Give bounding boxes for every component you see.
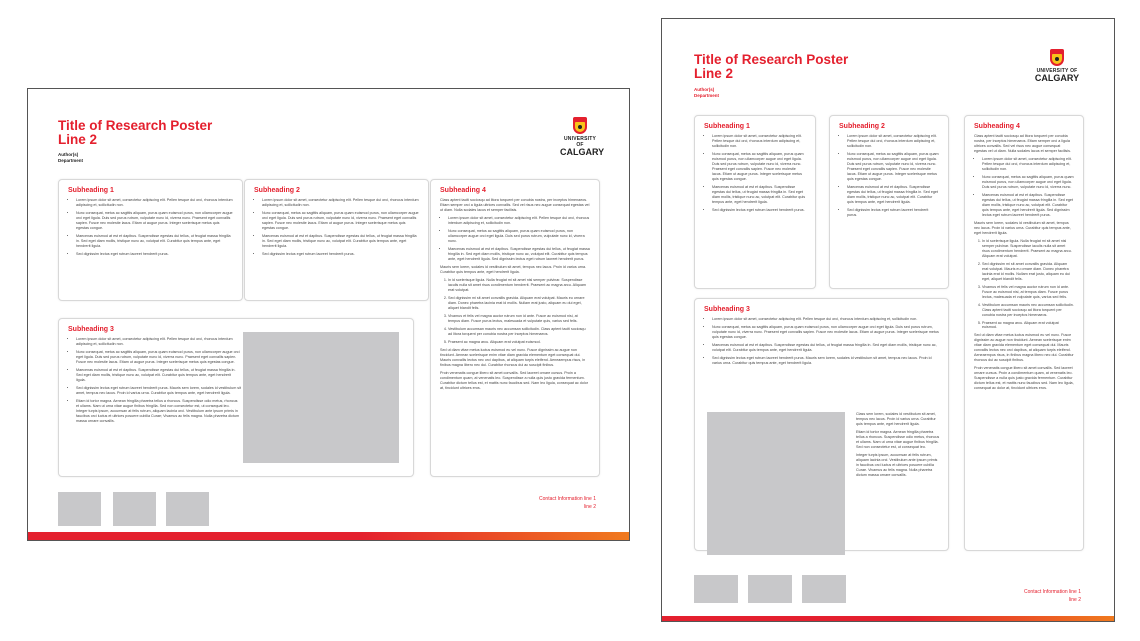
subheading: Subheading 1 <box>68 187 114 194</box>
bullet-item: • Sed dignissim lectus eget rutrum laoreet hendrerit purus. Mauris sem lorem, sodales id vestibulum sit amet, tempus nec lacus. Proin id varius urna. Curabitur quis tempus ante, eget hendrerit ligula. <box>712 356 939 366</box>
paragraph: Class aptent taciti sociosqu ad litora torquent per conubia nostra, per inceptos himenaeos. Etiam semper orci a ligula ultrices convallis. Sed vel risus nec augue consequat egestas vel ut diam. Nulla sodales lacus et semper facilisis. <box>440 198 590 212</box>
image-placeholder <box>707 412 845 555</box>
bullet-item: • Lorem ipsum dolor sit amet, consectetur adipiscing elit. Pellen tesque dui orci, rhoncus interdum adipiscing et, sollicitudin non. <box>712 134 806 149</box>
bullet-item: • Nunc consequat, metus ac sagittis aliquam, purus quam euismod purus, non ullamcorper augue orci eget ligula. Duis sed purus rutrum, vulputate nunc id, viverra nunc. <box>448 229 590 244</box>
bullet-item: • Lorem ipsum dolor sit amet, consectetur adipiscing elit. Pellen tesque dui orci, rhoncus interdum adipiscing et, sollicitudin non. <box>982 157 1074 172</box>
bullet-item: • Lorem ipsum dolor sit amet, consectetur adipiscing elit. Pellen tesque dui orci, rhoncus interdum adipiscing et, sollicitudin non. <box>262 198 419 208</box>
logo-placeholder-1 <box>694 575 738 603</box>
paragraph: Sed ut diam vitae metus luctus euismod eu vel nunc. Fusce dignissim ac augue non tincidunt. Aenean scelerisque enim vitae diam gravida elementum eget consequat dui. Mauris convallis lectus nec orci dapibus, at aliquam turpis eleifend. Aeneaempus risus, in finibus magna libero nec dui. Curabitur rhoncus dui ac suscipit finibus. <box>974 333 1074 363</box>
bullet-item: • Sed dignissim lectus eget rutrum laoreet hendrerit purus. Mauris sem lorem, sodales id vestibulum sit amet, tempus nec lacus. Proin id varius urna. Curabitur quis tempus ante, eget hendrerit ligula. <box>76 386 241 396</box>
numbered-item: 5. Praesent ac magna arcu. Aliquam erat volutpat euismod. <box>982 321 1074 331</box>
bullet-item: • Maecenas euismod at est et dapibus. Suspendisse egestas dui tellus, ut feugiat massa fringilla in. Sed eget diam mollis, tristique nunc ac, volutpat elit. Curabitur quis tempus ante, eget hendrerit ligula. Sed dignissim lectus eget rutrum laoreet hendrerit purus. <box>982 193 1074 218</box>
section-card-1 <box>58 179 243 301</box>
bullet-item: • Maecenas euismod at est et dapibus. Suspendisse egestas dui tellus, ut feugiat massa fringilla in. Sed eget diam mollis, tristique nunc ac, volutpat elit. Curabitur quis tempus ante, eget hendrerit ligula. <box>262 234 419 249</box>
authors-block <box>694 87 719 98</box>
title-line-1: Title of Research Poster <box>58 118 213 133</box>
subheading: Subheading 3 <box>704 306 750 313</box>
department-text: Department <box>58 157 84 163</box>
department-text: Department <box>694 92 720 98</box>
bullet-item: • Maecenas euismod at est et dapibus. Suspendisse egestas dui tellus, ut feugiat massa fringilla in. Sed eget diam mollis, tristique nunc ac, volutpat elit. Curabitur quis tempus ante, eget hendrerit ligula. <box>76 368 241 383</box>
bullet-item: • Maecenas euismod at est et dapibus. Suspendisse egestas dui tellus, ut feugiat massa fringilla in. Sed eget diam mollis, tristique nunc ac, volutpat elit. Curabitur quis tempus ante, eget hendrerit ligula. <box>847 185 939 205</box>
logo-placeholder-2 <box>748 575 792 603</box>
logo-line-2: CALGARY <box>1034 73 1080 83</box>
subheading: Subheading 3 <box>68 326 114 333</box>
numbered-item: 1. In id scelerisque ligula. Nulla feugiat mi sit amet nisl semper pulvinar. Suspendisse iaculis nulla sit amet risus condimentum hendrerit. Praesent ac magna arcu. Aliquam erat volutpat. <box>448 278 590 293</box>
logo-placeholder-3 <box>802 575 846 603</box>
bullet-item: • Nunc consequat, metus ac sagittis aliquam, purus quam euismod purus, non ullamcorper augue orci eget ligula. Duis sed purus rutrum, vulputate nunc id, viverra nunc. Praesent eget convallis sapien. Fusce nec molestie lacus. Etiam ut augue purus. Integer scelerisque metus quis egestas congue. <box>847 152 939 182</box>
section-card-2 <box>244 179 429 301</box>
bullet-item: • Lorem ipsum dolor sit amet, consectetur adipiscing elit. Pellen tesque dui orci, rhoncus interdum adipiscing et, sollicitudin non. <box>448 216 590 226</box>
contact-line-2: line 2 <box>1069 596 1081 603</box>
bullet-item: • Nunc consequat, metus ac sagittis aliquam, purus quam euismod purus, non ullamcorper augue orci eget ligula. Duis sed purus rutrum, vulputate nunc id, viverra nunc. <box>982 175 1074 190</box>
university-logo <box>1026 49 1088 83</box>
bullet-item: • Lorem ipsum dolor sit amet, consectetur adipiscing elit. Pellen tesque dui orci, rhoncus interdum adipiscing et, sollicitudin non. <box>847 134 939 149</box>
bullet-item: • Maecenas euismod at est et dapibus. Suspendisse egestas dui tellus, ut feugiat massa fringilla in. Sed eget diam mollis, tristique nunc ac, volutpat elit. Curabitur quis tempus ante, eget hendrerit ligula. <box>712 185 806 205</box>
numbered-item: 2. Sed dignissim mi sit amet convallis gravida. Aliquam erat volutpat. Mauris eu ornare diam. Donec pharetra lacinia erat id mollis. Nullam erat justo, aliquam eu dui eget, aliquet blandit felis. <box>982 262 1074 282</box>
bullet-item: • Sed dignissim lectus eget rutrum laoreet hendrerit purus. <box>76 252 233 257</box>
bullet-item: • Sed dignissim lectus eget rutrum laoreet hendrerit purus. <box>847 208 939 218</box>
logo-placeholder-3 <box>166 492 209 526</box>
authors-text: Author(s) <box>694 87 715 92</box>
bullet-item: • Nunc consequat, metus ac sagittis aliquam, purus quam euismod purus, non ullamcorper augue orci eget ligula. Duis sed purus rutrum, vulputate nunc id, viverra nunc. Praesent eget convallis sapien. Fusce nec molestie lacus. Etiam ut augue purus. Integer scelerisque metus quis egestas congue. <box>712 152 806 182</box>
paragraph: Integer turpis ipsum, accumsan at felis rutrum, aliquam lacinia orci. Vestibulum ante ipsum primis in faucibus orci luctus et ultrices posuere cubilia Curae. Vivamus ac felis magna. Nulla pharetra dictum massa ornare convallis. <box>856 452 938 477</box>
image-placeholder <box>243 332 399 463</box>
paragraph: Etiam id tortor magna. Aenean fringilla pharetra tellus a rhoncus. Suspendisse odio metus, rhoncus et ullams. Nam ut urna vitae augue finibus fringilla. Sed non consectetur est, ut consequat leo. <box>856 429 940 449</box>
numbered-item: 3. Vivamus et felis vel magna auctor rutrum non id ante. Fusce ac euismod nisi, at tempus diam. Fusce purus lectus, malesuada et vulputate quis, varius sed felis. <box>448 314 590 324</box>
contact-line-1: Contact Information line 1 <box>1024 589 1081 595</box>
bullet-item: • Nunc consequat, metus ac sagittis aliquam, purus quam euismod purus, non ullamcorper augue orci eget ligula. Duis sed purus rutrum, vulputate nunc id, viverra nunc. Praesent eget convallis sapien. Fusce nec molestie lacus. Etiam ut augue purus. Integer scelerisque metus quis egestas congue. <box>712 325 939 340</box>
landscape-poster <box>27 88 630 541</box>
contact-line-1: Contact Information line 1 <box>539 496 596 502</box>
numbered-item: 1. In id scelerisque ligula. Nulla feugiat mi sit amet nisl semper pulvinar. Suspendisse iaculis nulla sit amet risus condimentum hendrerit. Praesent ac magna arcu. Aliquam erat volutpat. <box>982 239 1074 259</box>
bullet-item: • Maecenas euismod at est et dapibus. Suspendisse egestas dui tellus, ut feugiat massa fringilla in. Sed eget diam mollis, tristique nunc ac, volutpat elit. Curabitur quis tempus ante, eget hendrerit ligula. <box>76 234 233 249</box>
numbered-item: 4. Vestibulum accumsan mauris nec accumsan sollicitudin. Class aptent taciti sociosqu ad litora torquent per conubia nostra per inceptos himenaeos. <box>982 303 1074 318</box>
numbered-item: 3. Vivamus et felis vel magna auctor rutrum non id ante. Fusce ac euismod nisi, at tempus diam. Fusce purus lectus, malesuada et vulputate quis, varius sed felis. <box>982 285 1074 300</box>
bullet-item: • Etiam id tortor magna. Aenean fringilla pharetra tellus a rhoncus. Suspendisse odio metus, rhoncus et ullams. Nam ut urna vitae augue finibus fringilla. Sed non consectetur est, ut consequat leo. Integer turpis ipsum, accumsan at felis rutrum, aliquam lacinia orci. Vestibulum ante ipsum primis in faucibus orci luctus et ultrices posuere cubilia Curae; Vivamus ac felis magna. Nulla pharetra dictum massa ornare convallis. <box>76 399 241 424</box>
side-text-column <box>856 412 940 481</box>
contact-line-2: line 2 <box>584 503 596 510</box>
section-card-3 <box>58 318 414 477</box>
paragraph: Mauris sem lorem, sodales id vestibulum sit amet, tempus nec lacus. Proin id varius urna. Curabitur quis tempus ante, eget hendrerit ligula. <box>440 264 587 274</box>
section-card-4 <box>964 115 1084 551</box>
bullet-item: • Maecenas euismod at est et dapibus. Suspendisse egestas dui tellus, ut feugiat massa fringilla in. Sed eget diam mollis, tristique nunc ac, volutpat elit. Curabitur quis tempus ante, eget hendrerit ligula. <box>712 343 939 353</box>
university-logo <box>560 117 605 157</box>
bullet-item: • Nunc consequat, metus ac sagittis aliquam, purus quam euismod purus, non ullamcorper augue orci eget ligula. Duis sed purus rutrum, vulputate nunc id, viverra nunc. Praesent eget convallis sapien. Fusce nec molestie lacus. Etiam ut augue purus. Integer scelerisque metus quis egestas congue. <box>262 211 419 231</box>
bullet-item: • Lorem ipsum dolor sit amet, consectetur adipiscing elit. Pellen tesque dui orci, rhoncus interdum adipiscing et, sollicitudin non. <box>76 337 241 347</box>
paragraph: Class sem lorem, sodales id vestibulum sit amet, tempus nec lacus. Proin id varius urna. Curabitur quis tempus ante, eget hendrerit ligula. <box>856 412 936 426</box>
section-card-2 <box>829 115 949 289</box>
section-card-3 <box>694 298 949 551</box>
title-line-1: Title of Research Poster <box>694 52 849 67</box>
bullet-item: • Sed dignissim lectus eget rutrum laoreet hendrerit purus. <box>712 208 806 213</box>
title-line-2: Line 2 <box>694 66 734 82</box>
paragraph: Sed ut diam vitae metus luctus euismod eu vel nunc. Fusce dignissim ac augue non tincidunt. Aenean scelerisque enim vitae diam gravida elementum eget consequat dui. Mauris convallis lectus nec orci dapibus, at aliquam turpis eleifend. Aeneaempus risus, in finibus magna libero nec dui. Curabitur rhoncus dui ac suscipit finibus. <box>440 347 586 367</box>
subheading: Subheading 2 <box>839 123 885 130</box>
crest-icon <box>573 117 587 134</box>
paragraph: Proin venenatis congue libero sit amet convallis. Sed laoreet ornare cursus. Proin a condimentum quam, at venenatis leo. Suspendisse a nulla quis justo gravida fermentum. Curabitur dictum tellus est, et mattis nunc faucibus sed. Nam leo ligula, consequat ac dolor at, tincidunt ultrices eros. <box>440 370 588 390</box>
authors-text: Author(s) <box>58 152 79 157</box>
footer-color-band <box>662 616 1114 621</box>
contact-info <box>1024 589 1081 604</box>
numbered-item: 4. Vestibulum accumsan mauris nec accumsan sollicitudin. Class aptent taciti sociosqu ad litora torquent per conubia nostra per inceptos himenaeos. <box>448 327 590 337</box>
logo-placeholder-2 <box>113 492 156 526</box>
crest-icon <box>1050 49 1064 66</box>
portrait-poster <box>661 18 1115 622</box>
section-card-4 <box>430 179 600 477</box>
logo-line-2: CALGARY <box>560 147 605 157</box>
paragraph: Proin venenatis congue libero sit amet convallis. Sed laoreet ornare cursus. Proin a condimentum quam, at venenatis leo. Suspendisse a nulla quis justo gravida fermentum. Curabitur dictum tellus est, et mattis nunc faucibus sed. Nam leo ligula, consequat ac dolor at, tincidunt ultrices eros. <box>974 366 1074 391</box>
subheading: Subheading 1 <box>704 123 750 130</box>
contact-info <box>539 496 596 511</box>
poster-title <box>58 119 212 147</box>
logo-line-1: UNIVERSITY OF <box>1036 68 1078 74</box>
bullet-item: • Maecenas euismod at est et dapibus. Suspendisse egestas dui tellus, ut feugiat massa fringilla in. Sed eget diam mollis, tristique nunc ac, volutpat elit. Curabitur quis tempus ante, eget hendrerit ligula. Sed dignissim lectus eget rutrum laoreet hendrerit purus. <box>448 247 590 262</box>
numbered-item: 2. Sed dignissim mi sit amet convallis gravida. Aliquam erat volutpat. Mauris eu ornare diam. Donec pharetra lacinia erat id mollis. Nullam erat justo, aliquam eu dui eget, aliquet blandit felis. <box>448 296 590 311</box>
bullet-item: • Sed dignissim lectus eget rutrum laoreet hendrerit purus. <box>262 252 419 257</box>
subheading: Subheading 4 <box>440 187 486 194</box>
logo-placeholder-1 <box>58 492 101 526</box>
bullet-item: • Lorem ipsum dolor sit amet, consectetur adipiscing elit. Pellen tesque dui orci, rhoncus interdum adipiscing et, sollicitudin non. <box>76 198 233 208</box>
subheading: Subheading 4 <box>974 123 1020 130</box>
poster-title <box>694 53 848 81</box>
logo-line-1: UNIVERSITY OF <box>563 136 596 148</box>
authors-block <box>58 152 83 163</box>
paragraph: Mauris sem lorem, sodales id vestibulum sit amet, tempus nec lacus. Proin id varius urna. Curabitur quis tempus ante, eget hendrerit ligula. <box>974 220 1071 235</box>
numbered-item: 5. Praesent ac magna arcu. Aliquam erat volutpat euismod. <box>448 340 590 345</box>
bullet-item: • Lorem ipsum dolor sit amet, consectetur adipiscing elit. Pellen tesque dui orci, rhoncus interdum adipiscing et, sollicitudin non. <box>712 317 939 322</box>
section-card-1 <box>694 115 816 289</box>
footer-color-band <box>28 532 629 540</box>
bullet-item: • Nunc consequat, metus ac sagittis aliquam, purus quam euismod purus, non ullamcorper augue orci eget ligula. Duis sed purus rutrum, vulputate nunc id, viverra nunc. Praesent eget convallis sapien. Fusce nec molestie lacus. Etiam ut augue purus. Integer scelerisque metus quis egestas congue. <box>76 350 241 365</box>
bullet-item: • Nunc consequat, metus ac sagittis aliquam, purus quam euismod purus, non ullamcorper augue orci eget ligula. Duis sed purus rutrum, vulputate nunc id, viverra nunc. Praesent eget convallis sapien. Fusce nec molestie lacus. Etiam ut augue purus. Integer scelerisque metus quis egestas congue. <box>76 211 233 231</box>
subheading: Subheading 2 <box>254 187 300 194</box>
paragraph: Class aptent taciti sociosqu ad litora torquent per conubia nostra, per inceptos himenaeos. Etiam semper orci a ligula ultrices convallis. Sed vel risus nec augue consequat egestas vel ut diam. Nulla sodales lacus et semper facilisis. <box>974 134 1071 153</box>
title-line-2: Line 2 <box>58 132 98 148</box>
